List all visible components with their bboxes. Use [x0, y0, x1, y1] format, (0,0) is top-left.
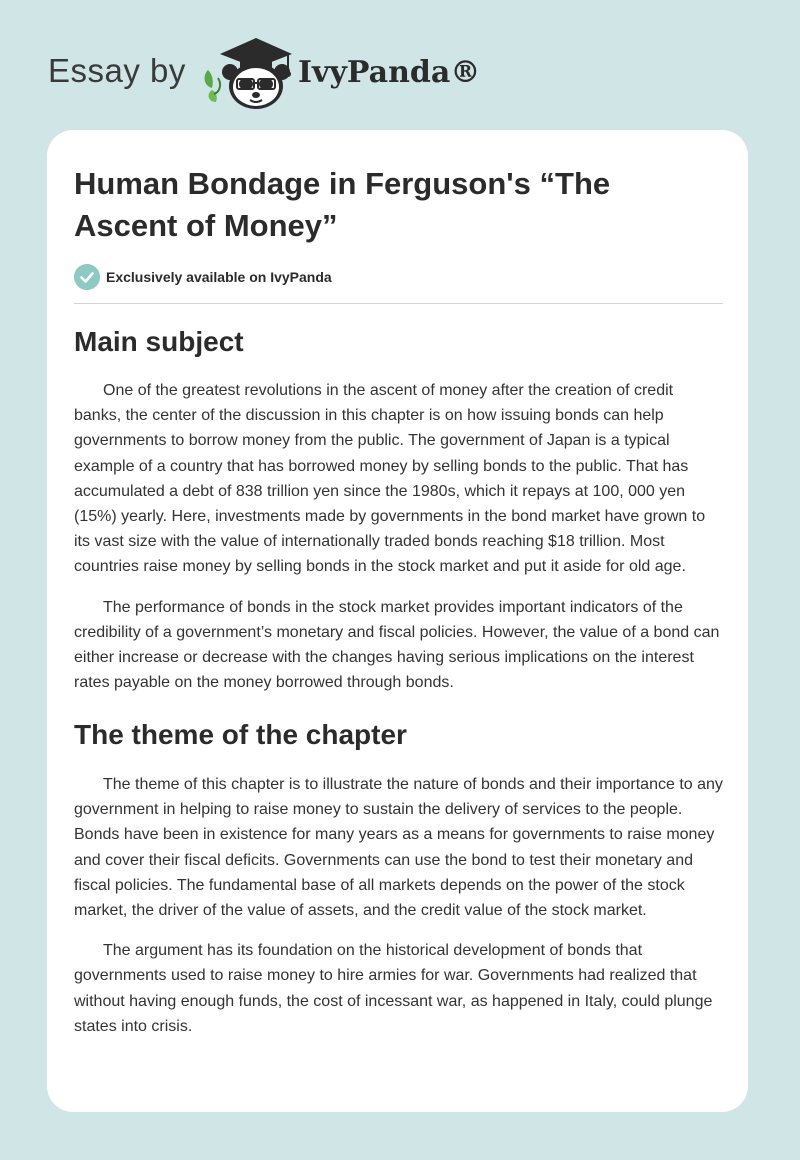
- panda-head-icon: [222, 63, 290, 109]
- section-heading: Main subject: [74, 326, 244, 357]
- check-circle-icon: [74, 264, 100, 290]
- panda-logo-icon[interactable]: [200, 34, 300, 110]
- exclusive-label: Exclusively available on IvyPanda: [106, 268, 332, 285]
- section-heading: The theme of the chapter: [74, 719, 407, 750]
- site-header: [48, 34, 508, 114]
- section-theme: [74, 717, 723, 1039]
- brand-name[interactable]: IvyPanda®: [298, 55, 481, 90]
- article-card: [47, 130, 748, 1112]
- page-title: Human Bondage in Ferguson's “The Ascent of Money”: [74, 166, 611, 243]
- paragraph: One of the greatest revolutions in the ascent of money after the creation of credit banks, the center of the discussion in this chapter is on how issuing bonds can help governments to borrow money from the public. The government of Japan is a typical example of a country that has borrowed money by selling bonds to the public. That has accumulated a debt of 838 trillion yen since the 1980s, which it repays at 100, 000 yen (15%) yearly. Here, investments made by governments in the bond market have grown to its vast size with the value of internationally traded bonds reaching $18 trillion. Most countries raise money by selling bonds in the stock market and put it aside for old age.: [74, 382, 706, 576]
- exclusive-badge: [74, 263, 332, 290]
- paragraph: The argument has its foundation on the historical development of bonds that governments used to raise money to hire armies for war. Governments had realized that without having enough funds, the cost of incessant war, as happened in Italy, could plunge states into crisis.: [74, 942, 713, 1035]
- ivy-leaf-icon: [205, 70, 221, 102]
- paragraph: The theme of this chapter is to illustrate the nature of bonds and their importance to any government in helping to raise money to sustain the delivery of services to the people. Bonds have been in existence for many years as a means for governments to raise money and cover their fiscal deficits. Governments can use the bond to test their monetary and fiscal policies. The fundamental base of all markets depends on the power of the stock market, the driver of the value of assets, and the credit value of the stock market.: [74, 776, 723, 920]
- paragraph: The performance of bonds in the stock market provides important indicators of the credibility of a government’s monetary and fiscal policies. However, the value of a bond can either increase or decrease with the changes having serious implications on the interest rates payable on the money borrowed through bonds.: [74, 598, 720, 692]
- divider: [74, 303, 723, 304]
- essay-by-label: Essay by: [48, 52, 186, 89]
- section-main-subject: [74, 324, 723, 695]
